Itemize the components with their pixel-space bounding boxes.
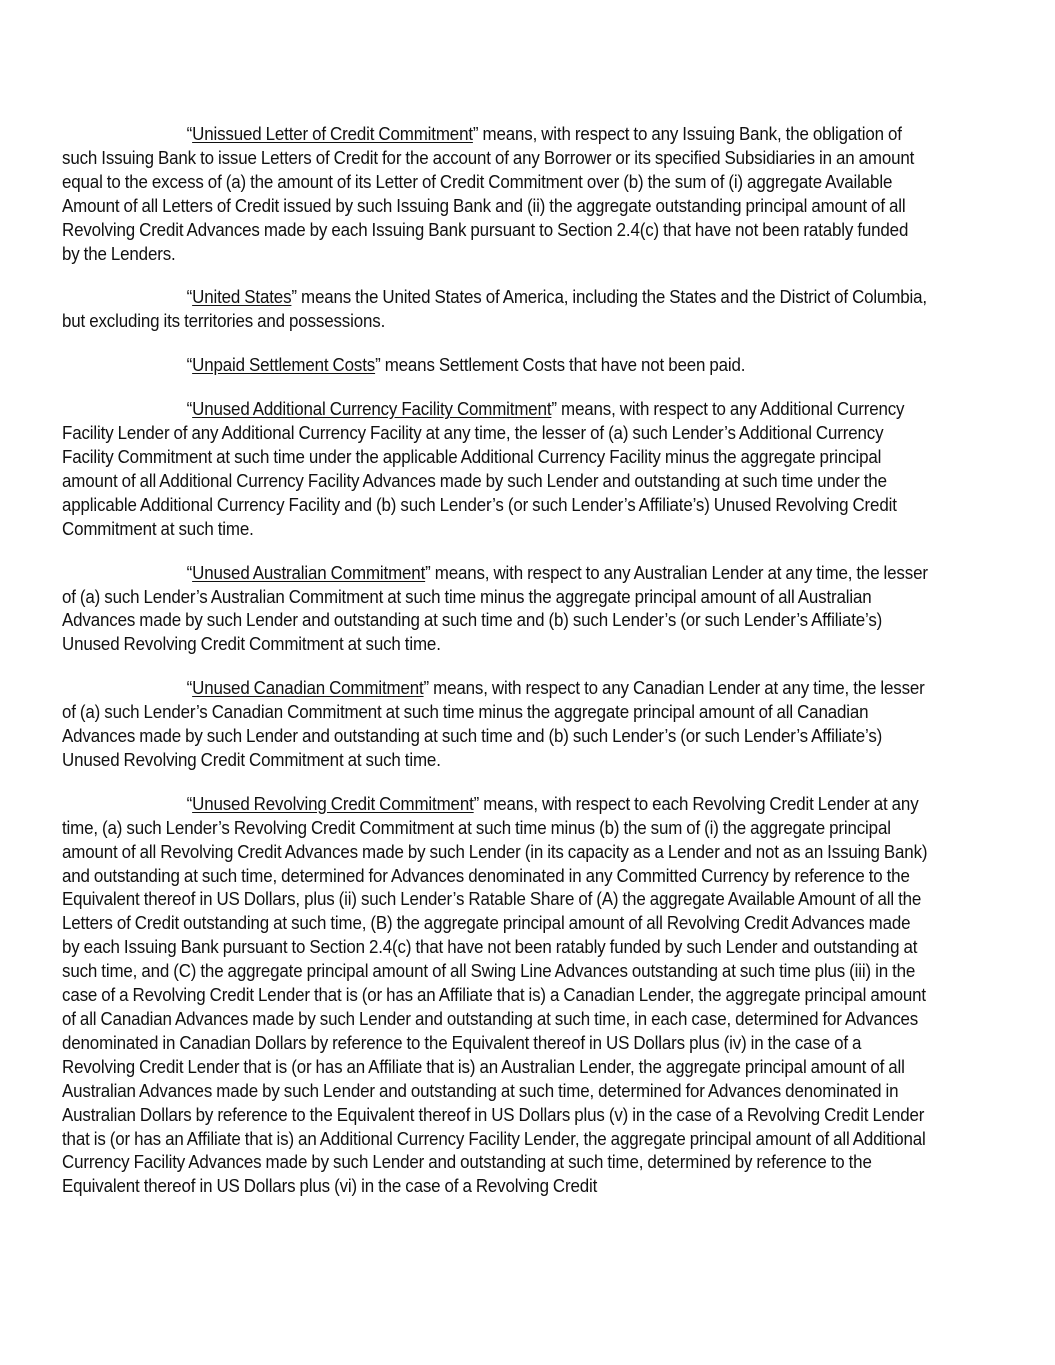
definition-text: means, with respect to any Australian Lender at any time, the lesser of (a) such Lender’s Australian Commitment at such time minus the aggregate principal amount of all Australian Advances made by such Lender and outstanding at such time and (b) such Lender’s (or such Lender’s Affiliate’s) Unused Revolving Credit Commitment at such time.	[62, 562, 928, 655]
definition-text: means the United States of America, including the States and the District of Columbia, but excluding its territories and possessions.	[62, 287, 927, 332]
definition-paragraph: “Unused Australian Commitment” means, with respect to any Australian Lender at any time, the lesser of (a) such Lender’s Australian Commitment at such time minus the aggregate principal amount of all Australian Advances made by such Lender and outstanding at such time and (b) such Lender’s (or such Lender’s Affiliate’s) Unused Revolving Credit Commitment at such time.	[62, 562, 928, 655]
defined-term: Unused Australian Commitment	[192, 562, 426, 583]
defined-term: Unissued Letter of Credit Commitment	[192, 124, 473, 144]
definition-text: means, with respect to any Canadian Lender at any time, the lesser of (a) such Lender’s Canadian Commitment at such time minus the aggregate principal amount of all Canadian Advances made by such Lender and outstanding at such time and (b) such Lender’s (or such Lender’s Affiliate’s) Unused Revolving Credit Commitment at such time.	[62, 678, 925, 770]
definition-paragraph: “Unissued Letter of Credit Commitment” means, with respect to any Issuing Bank, the obligation of such Issuing Bank to issue Letters of Credit for the account of any Borrower or its specified Subsidiaries in an amount equal to the excess of (a) the amount of its Letter of Credit Commitment over (b) the sum of (i) aggregate Available Amount of all Letters of Credit issued by such Issuing Bank and (ii) the aggregate outstanding principal amount of all Revolving Credit Advances made by each Issuing Bank pursuant to Section 2.4(c) that have not been ratably funded by the Lenders.	[62, 124, 915, 264]
document-page	[62, 123, 929, 1219]
definition-text: means, with respect to each Revolving Credit Lender at any time, (a) such Lender’s Revolving Credit Commitment at such time minus (b) the sum of (i) the aggregate principal amount of all Revolving Credit Advances made by such Lender (in its capacity as a Lender and not as an Issuing Bank) and outstanding at such time, determined for Advances denominated in any Committed Currency by reference to the Equivalent thereof in US Dollars, plus (ii) such Lender’s Ratable Share of (A) the aggregate Available Amount of all the Letters of Credit outstanding at such time, (B) the aggregate principal amount of all Revolving Credit Advances made by each Issuing Bank pursuant to Section 2.4(c) that have not been ratably funded by such Lender and outstanding at such time, and (C) the aggregate principal amount of all Swing Line Advances outstanding at such time plus (iii) in the case of a Revolving Credit Lender that is (or has an Affiliate that is) a Canadian Lender, the aggregate principal amount of all Canadian Advances made by such Lender and outstanding at such time, in each case, determined for Advances denominated in Canadian Dollars by reference to the Equivalent thereof in US Dollars plus (iv) in the case of a Revolving Credit Lender that is (or has an Affiliate that is) an Australian Lender, the aggregate principal amount of all Australian Advances made by such Lender and outstanding at such time, determined for Advances denominated in Australian Dollars by reference to the Equivalent thereof in US Dollars plus (v) in the case of a Revolving Credit Lender that is (or has an Affiliate that is) an Additional Currency Facility Lender, the aggregate principal amount of all Additional Currency Facility Advances made by such Lender and outstanding at such time, determined by reference to the Equivalent thereof in US Dollars plus (vi) in the case of a Revolving Credit	[62, 793, 928, 1197]
definition-text: means, with respect to any Additional Currency Facility Lender of any Additional Currency Facility at any time, the lesser of (a) such Lender’s Additional Currency Facility Commitment at such time under the applicable Additional Currency Facility minus the aggregate principal amount of all Additional Currency Facility Advances made by such Lender and outstanding at such time under the applicable Additional Currency Facility and (b) such Lender’s (or such Lender’s Affiliate’s) Unused Revolving Credit Commitment at such time.	[62, 399, 905, 539]
definition-text: means Settlement Costs that have not been paid.	[380, 355, 746, 376]
definition-text: means, with respect to any Issuing Bank, the obligation of such Issuing Bank to issue Letters of Credit for the account of any Borrower or its specified Subsidiaries in an amount equal to the excess of (a) the amount of its Letter of Credit Commitment over (b) the sum of (i) aggregate Available Amount of all Letters of Credit issued by such Issuing Bank and (ii) the aggregate outstanding principal amount of all Revolving Credit Advances made by each Issuing Bank pursuant to Section 2.4(c) that have not been ratably funded by the Lenders.	[62, 124, 915, 264]
definition-paragraph: “Unpaid Settlement Costs” means Settlement Costs that have not been paid.	[186, 355, 746, 376]
defined-term: Unused Additional Currency Facility Commitment	[192, 399, 552, 420]
definition-paragraph: “United States” means the United States of America, including the States and the District of Columbia, but excluding its territories and possessions.	[62, 287, 927, 332]
defined-term: Unused Canadian Commitment	[192, 678, 424, 699]
definition-paragraph: “Unused Additional Currency Facility Commitment” means, with respect to any Additional Currency Facility Lender of any Additional Currency Facility at any time, the lesser of (a) such Lender’s Additional Currency Facility Commitment at such time under the applicable Additional Currency Facility minus the aggregate principal amount of all Additional Currency Facility Advances made by such Lender and outstanding at such time under the applicable Additional Currency Facility and (b) such Lender’s (or such Lender’s Affiliate’s) Unused Revolving Credit Commitment at such time.	[62, 399, 905, 539]
defined-term: Unpaid Settlement Costs	[192, 355, 376, 376]
definition-paragraph: “Unused Canadian Commitment” means, with respect to any Canadian Lender at any time, the lesser of (a) such Lender’s Canadian Commitment at such time minus the aggregate principal amount of all Canadian Advances made by such Lender and outstanding at such time and (b) such Lender’s (or such Lender’s Affiliate’s) Unused Revolving Credit Commitment at such time.	[62, 678, 925, 770]
defined-term: Unused Revolving Credit Commitment	[192, 793, 474, 814]
defined-term: United States	[192, 287, 292, 308]
definition-paragraph: “Unused Revolving Credit Commitment” means, with respect to each Revolving Credit Lender at any time, (a) such Lender’s Revolving Credit Commitment at such time minus (b) the sum of (i) the aggregate principal amount of all Revolving Credit Advances made by such Lender (in its capacity as a Lender and not as an Issuing Bank) and outstanding at such time, determined for Advances denominated in any Committed Currency by reference to the Equivalent thereof in US Dollars, plus (ii) such Lender’s Ratable Share of (A) the aggregate Available Amount of all the Letters of Credit outstanding at such time, (B) the aggregate principal amount of all Revolving Credit Advances made by each Issuing Bank pursuant to Section 2.4(c) that have not been ratably funded by such Lender and outstanding at such time, and (C) the aggregate principal amount of all Swing Line Advances outstanding at such time plus (iii) in the case of a Revolving Credit Lender that is (or has an Affiliate that is) a Canadian Lender, the aggregate principal amount of all Canadian Advances made by such Lender and outstanding at such time, in each case, determined for Advances denominated in Canadian Dollars by reference to the Equivalent thereof in US Dollars plus (iv) in the case of a Revolving Credit Lender that is (or has an Affiliate that is) an Australian Lender, the aggregate principal amount of all Australian Advances made by such Lender and outstanding at such time, determined for Advances denominated in Australian Dollars by reference to the Equivalent thereof in US Dollars plus (v) in the case of a Revolving Credit Lender that is (or has an Affiliate that is) an Additional Currency Facility Lender, the aggregate principal amount of all Additional Currency Facility Advances made by such Lender and outstanding at such time, determined by reference to the Equivalent thereof in US Dollars plus (vi) in the case of a Revolving Credit	[62, 793, 928, 1197]
